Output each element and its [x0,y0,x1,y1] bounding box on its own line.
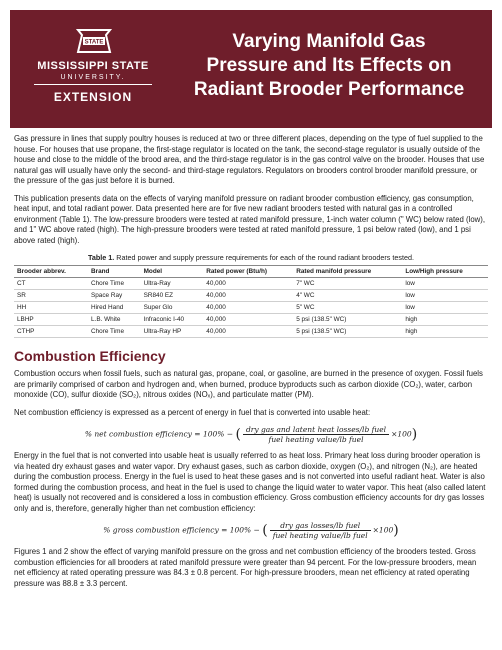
formula-fraction [243,425,389,444]
document-body [14,134,488,596]
left-paren: ( [262,522,268,539]
msu-extension-logo [28,26,158,114]
table-cell: 4" WC [293,290,402,302]
formula-numerator: dry gas losses/lb fuel [270,521,371,531]
table-cell: L.B. White [88,314,141,326]
table-cell: 5 psi (138.5" WC) [293,314,402,326]
brooder-table [14,265,488,338]
section-paragraph-1: Combustion occurs when fossil fuels, such as natural gas, propane, coal, or gasoline, are burned in the presence of oxygen. Fossil fuels are primarily comprised of carbon and hydrogen and, when burned, produce byproducts such as carbon dioxide (CO₂), water, carbon monoxide (CO), sulfur dioxide (SO₂), nitrous oxides (NOₓ), and particulate matter (PM). [14,369,483,399]
formula-denominator: fuel heating value/lb fuel [268,435,364,444]
logo-university-word: UNIVERSITY. [60,74,126,81]
table-cell: HH [14,302,88,314]
table-cell: 40,000 [203,326,293,338]
table-cell: Ultra-Ray HP [141,326,204,338]
table-cell: 5 psi (138.5" WC) [293,326,402,338]
table-cell: Space Ray [88,290,141,302]
logo-university-name: MISSISSIPPI STATE [37,60,149,72]
title-line-3: Radiant Brooder Performance [193,79,465,100]
formula-multiplier: ×100 [391,429,412,439]
formula-fraction [270,521,371,540]
table-cell: Infraconic I-40 [141,314,204,326]
formula-multiplier: ×100 [372,525,394,535]
table-cell: Chore Time [88,278,141,290]
page-title [170,30,488,102]
section-paragraph-2: Net combustion efficiency is expressed as a percent of energy in fuel that is converted into usable heat: [14,407,371,417]
table-cell: low [402,278,488,290]
section-paragraph-3: Energy in the fuel that is not converted into usable heat is usually referred to as heat loss. Primary heat loss during brooder operation is via heated dry exhaust gases and water vapor. Dry exhaust gases, such as carbon dioxide, oxygen (O₂), and nitrogen (N₂), are heated during the combustion process. Energy in the fuel is used to heat these gases and is not converted into useful radiant heat. Water is also formed during the combustion process, and heat in the fuel is used to change the liquid water to water vapor. This heat (also called latent heat) is usually not recovered and is considered a loss in combustion efficiency. Gross combustion efficiency accounts for dry gas losses only and is, therefore, generally higher than net combustion efficiency: [14,451,486,513]
table-row [14,302,488,314]
formula-numerator: dry gas and latent heat losses/lb fuel [243,425,389,435]
table-row [14,314,488,326]
table-cell: low [402,290,488,302]
formula-denominator: fuel heating value/lb fuel [272,531,368,540]
formula-lhs: % net combustion efficiency = 100% − [84,429,234,439]
right-paren: ) [393,522,399,539]
gross-efficiency-formula [14,521,488,540]
table-header-cell: Rated manifold pressure [293,266,402,278]
table-cell: low [402,302,488,314]
table-cell: 40,000 [203,290,293,302]
table-caption-text: Rated power and supply pressure requirements for each of the round radiant brooders tested. [116,253,414,262]
table-row [14,290,488,302]
table-label: Table 1. [88,253,115,262]
left-paren: ( [235,426,241,443]
table-header-cell: Rated power (Btu/h) [203,266,293,278]
table-header-cell: Low/High pressure [402,266,488,278]
table-row [14,326,488,338]
table-cell: high [402,326,488,338]
net-efficiency-formula [14,425,488,444]
section-paragraph-4: Figures 1 and 2 show the effect of varying manifold pressure on the gross and net combustion efficiency of the brooders tested. Gross combustion efficiencies for all brooders at rated manifold pressure were greater than 94 percent. For the low-pressure brooders, mean net efficiency at rated operating pressure was 84.3 ± 0.8 percent. For high-pressure brooders, mean net efficiency at rated operating pressure was 88.8 ± 3.3 percent. [14,547,477,588]
table-cell: Chore Time [88,326,141,338]
emblem-text: STATE [84,39,104,46]
right-paren: ) [411,426,418,443]
table-header-row [14,266,488,278]
table-cell: Hired Hand [88,302,141,314]
table-cell: SR840 EZ [141,290,204,302]
state-emblem-icon [74,26,114,56]
logo-divider [34,84,152,85]
section-heading: Combustion Efficiency [14,348,166,364]
table-cell: Super Glo [141,302,204,314]
header-banner [10,10,492,128]
intro-paragraph-1: Gas pressure in lines that supply poultry houses is reduced at two or three different places, depending on the type of fuel supplied to the house. For houses that use propane, the first-stage regulator is located on the tank, the second-stage regulator is usually outside of the house and close to the middle of the brood area, and the third-stage regulator is in the gas control valve on the brooder. Houses that use natural gas will usually have only the second- and third-stage regulators. Regulators on brooders control brooder manifold pressure, or the pressure of the gas just before it is burned. [14,134,485,185]
intro-paragraph-2: This publication presents data on the effects of varying manifold pressure on radiant brooder combustion efficiency, gas consumption, heat input, and total radiant power. Data presented here are for five new radiant brooders tested with natural gas in a controlled environment (Table 1). The low-pressure brooders were tested at rated manifold pressure, 1-inch water column (" WC) below rated (low), and 1" WC above rated (high). The high-pressure brooders were tested at rated manifold pressure, 1 psi below rated (low), and 1 psi above rated (high). [14,193,486,245]
table-cell: 40,000 [203,302,293,314]
table-header-cell: Brooder abbrev. [14,266,88,278]
table-row [14,278,488,290]
table-cell: 40,000 [203,278,293,290]
table-cell: 7" WC [293,278,402,290]
logo-extension: EXTENSION [53,90,133,104]
title-line-2: Pressure and Its Effects on [206,55,452,76]
title-line-1: Varying Manifold Gas [232,31,426,52]
table-caption [14,253,488,262]
table-cell: CT [14,278,88,290]
table-cell: CTHP [14,326,88,338]
table-cell: LBHP [14,314,88,326]
table-header-cell: Model [141,266,204,278]
table-cell: high [402,314,488,326]
formula-lhs: % gross combustion efficiency = 100% − [103,525,260,535]
table-cell: 40,000 [203,314,293,326]
table-cell: Ultra-Ray [141,278,204,290]
table-cell: 5" WC [293,302,402,314]
table-header-cell: Brand [88,266,141,278]
table-cell: SR [14,290,88,302]
